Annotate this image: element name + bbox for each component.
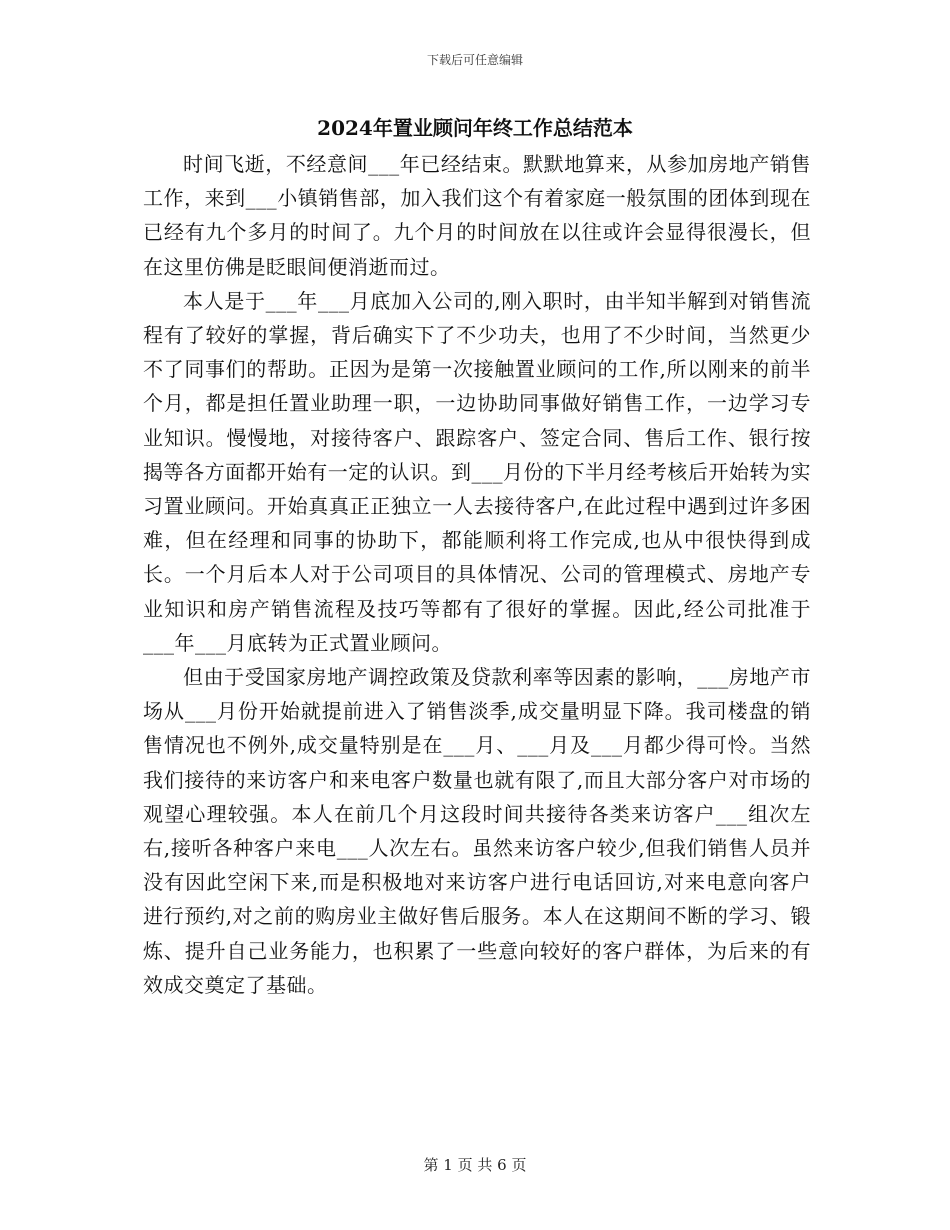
document-body [143, 147, 811, 1002]
paragraph: 本人是于___年___月底加入公司的,刚入职时，由半知半解到对销售流程有了较好的掌握，背后确实下了不少功夫，也用了不少时间，当然更少不了同事们的帮助。正因为是第一次接触置业顾问的工作,所以刚来的前半个月，都是担任置业助理一职，一边协助同事做好销售工作，一边学习专业知识。慢慢地，对接待客户、跟踪客户、签定合同、售后工作、银行按揭等各方面都开始有一定的认识。到___月份的下半月经考核后开始转为实习置业顾问。开始真真正正独立一人去接待客户,在此过程中遇到过许多困难，但在经理和同事的协助下，都能顺利将工作完成,也从中很快得到成长。一个月后本人对于公司项目的具体情况、公司的管理模式、房地产专业知识和房产销售流程及技巧等都有了很好的掌握。因此,经公司批准于___年___月底转为正式置业顾问。 [143, 288, 811, 655]
header-note: 下载后可任意编辑 [426, 53, 523, 67]
paragraph: 时间飞逝，不经意间___年已经结束。默默地算来，从参加房地产销售工作，来到___小镇销售部，加入我们这个有着家庭一般氛围的团体到现在已经有九个多月的时间了。九个月的时间放在以往或许会显得很漫长，但在这里仿佛是眨眼间便消逝而过。 [143, 152, 811, 279]
page-footer: 第 1 页 共 6 页 [423, 1156, 527, 1174]
paragraph: 但由于受国家房地产调控政策及贷款利率等因素的影响，___房地产市场从___月份开始就提前进入了销售淡季,成交量明显下降。我司楼盘的销售情况也不例外,成交量特别是在___月、___月及___月都少得可怜。当然我们接待的来访客户和来电客户数量也就有限了,而且大部分客户对市场的观望心理较强。本人在前几个月这段时间共接待各类来访客户___组次左右,接听各种客户来电___人次左右。虽然来访客户较少,但我们销售人员并没有因此空闲下来,而是积极地对来访客户进行电话回访,对来电意向客户进行预约,对之前的购房业主做好售后服务。本人在这期间不断的学习、锻炼、提升自己业务能力，也积累了一些意向较好的客户群体，为后来的有效成交奠定了基础。 [143, 665, 811, 997]
document-title: 2024年置业顾问年终工作总结范本 [317, 116, 633, 140]
